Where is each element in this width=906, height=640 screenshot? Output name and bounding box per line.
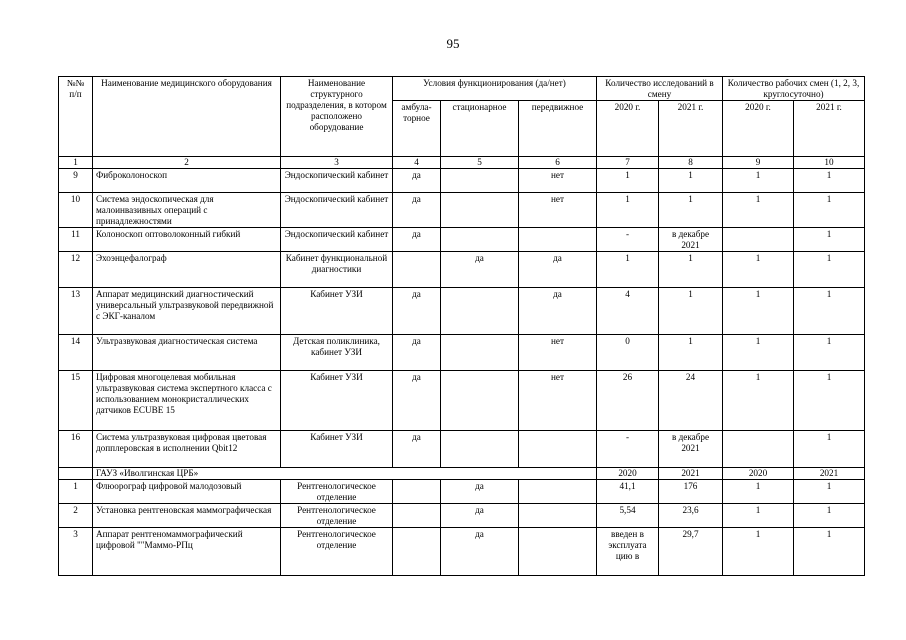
equipment-name: Эхоэнцефалограф <box>93 252 281 288</box>
studies-2021-cell: 1 <box>659 169 723 193</box>
header-inpatient: стационарное <box>441 101 519 157</box>
inpatient-cell <box>441 335 519 371</box>
shifts-2020-cell: 1 <box>723 169 794 193</box>
studies-2020-cell: 41,1 <box>597 480 659 504</box>
inpatient-cell <box>441 288 519 335</box>
studies-2020-cell: 1 <box>597 169 659 193</box>
shifts-2020-cell <box>723 431 794 468</box>
column-number: 2 <box>93 157 281 169</box>
mobile-cell: да <box>519 288 597 335</box>
mobile-cell <box>519 431 597 468</box>
shifts-2021-cell: 1 <box>794 335 865 371</box>
shifts-2020-cell: 1 <box>723 480 794 504</box>
table-row <box>59 193 865 228</box>
department: Кабинет функциональной диагностики <box>281 252 393 288</box>
studies-2021-cell: 1 <box>659 193 723 228</box>
column-number: 3 <box>281 157 393 169</box>
group-year: 2021 <box>659 468 723 480</box>
group-year: 2020 <box>597 468 659 480</box>
table-row <box>59 528 865 576</box>
header-conditions: Условия функционирования (да/нет) <box>393 77 597 101</box>
studies-2021-cell: 1 <box>659 335 723 371</box>
column-number: 6 <box>519 157 597 169</box>
header-shifts-2020: 2020 г. <box>723 101 794 157</box>
row-number: 3 <box>59 528 93 576</box>
inpatient-cell: да <box>441 504 519 528</box>
department: Детская поликлиника, кабинет УЗИ <box>281 335 393 371</box>
inpatient-cell: да <box>441 528 519 576</box>
row-number: 14 <box>59 335 93 371</box>
department: Рентгенологическое отделение <box>281 528 393 576</box>
ambulatory-cell: да <box>393 193 441 228</box>
equipment-name: Фиброколоноскоп <box>93 169 281 193</box>
shifts-2020-cell: 1 <box>723 193 794 228</box>
mobile-cell <box>519 528 597 576</box>
shifts-2021-cell: 1 <box>794 228 865 252</box>
column-number: 9 <box>723 157 794 169</box>
inpatient-cell <box>441 169 519 193</box>
shifts-2020-cell <box>723 228 794 252</box>
shifts-2020-cell: 1 <box>723 371 794 431</box>
mobile-cell: нет <box>519 371 597 431</box>
studies-2020-cell: - <box>597 228 659 252</box>
row-number: 1 <box>59 480 93 504</box>
header-studies-2021: 2021 г. <box>659 101 723 157</box>
mobile-cell: нет <box>519 169 597 193</box>
shifts-2021-cell: 1 <box>794 169 865 193</box>
table-row <box>59 431 865 468</box>
studies-2021-cell: 23,6 <box>659 504 723 528</box>
header-studies-2020: 2020 г. <box>597 101 659 157</box>
row-number: 12 <box>59 252 93 288</box>
ambulatory-cell: да <box>393 228 441 252</box>
ambulatory-cell <box>393 252 441 288</box>
group-name: ГАУЗ «Иволгинская ЦРБ» <box>93 468 597 480</box>
row-number: 9 <box>59 169 93 193</box>
department: Эндоскопический кабинет <box>281 169 393 193</box>
header-studies: Количество исследований в смену <box>597 77 723 101</box>
table-row <box>59 228 865 252</box>
header-shifts-2021: 2021 г. <box>794 101 865 157</box>
shifts-2021-cell: 1 <box>794 371 865 431</box>
header-name: Наименование медицинского оборудования <box>93 77 281 157</box>
table-row <box>59 335 865 371</box>
group-year: 2020 <box>723 468 794 480</box>
studies-2020-cell: 5,54 <box>597 504 659 528</box>
inpatient-cell <box>441 193 519 228</box>
department: Эндоскопический кабинет <box>281 193 393 228</box>
mobile-cell <box>519 480 597 504</box>
studies-2020-cell: 0 <box>597 335 659 371</box>
equipment-name: Установка рентгеновская маммографическая <box>93 504 281 528</box>
table-row <box>59 252 865 288</box>
column-number: 5 <box>441 157 519 169</box>
studies-2021-cell: 176 <box>659 480 723 504</box>
row-number: 11 <box>59 228 93 252</box>
equipment-name: Система эндоскопическая для малоинвазивных операций с принадлежностями <box>93 193 281 228</box>
header-row-1 <box>59 77 865 101</box>
equipment-name: Флюорограф цифровой малодозовый <box>93 480 281 504</box>
table-row <box>59 371 865 431</box>
group-row <box>59 468 865 480</box>
studies-2020-cell: 1 <box>597 252 659 288</box>
ambulatory-cell: да <box>393 371 441 431</box>
equipment-table <box>58 76 865 576</box>
table-row <box>59 480 865 504</box>
equipment-name: Аппарат рентгеномаммографический цифровой ""Маммо-РПц <box>93 528 281 576</box>
ambulatory-cell <box>393 504 441 528</box>
group-year: 2021 <box>794 468 865 480</box>
column-number-row <box>59 157 865 169</box>
column-number: 4 <box>393 157 441 169</box>
inpatient-cell <box>441 371 519 431</box>
studies-2020-cell: введен в эксплуата цию в <box>597 528 659 576</box>
department: Эндоскопический кабинет <box>281 228 393 252</box>
table-row <box>59 169 865 193</box>
shifts-2021-cell: 1 <box>794 431 865 468</box>
equipment-name: Ультразвуковая диагностическая система <box>93 335 281 371</box>
studies-2020-cell: - <box>597 431 659 468</box>
studies-2020-cell: 26 <box>597 371 659 431</box>
table-row <box>59 504 865 528</box>
header-mobile: передвижное <box>519 101 597 157</box>
mobile-cell <box>519 228 597 252</box>
inpatient-cell <box>441 228 519 252</box>
mobile-cell <box>519 504 597 528</box>
equipment-name: Система ультразвуковая цифровая цветовая допплеровская в исполнении Qbit12 <box>93 431 281 468</box>
row-number: 13 <box>59 288 93 335</box>
row-number: 2 <box>59 504 93 528</box>
row-number: 10 <box>59 193 93 228</box>
mobile-cell: да <box>519 252 597 288</box>
department: Рентгенологическое отделение <box>281 504 393 528</box>
shifts-2021-cell: 1 <box>794 252 865 288</box>
inpatient-cell <box>441 431 519 468</box>
table-row <box>59 288 865 335</box>
shifts-2021-cell: 1 <box>794 193 865 228</box>
shifts-2020-cell: 1 <box>723 335 794 371</box>
row-number: 16 <box>59 431 93 468</box>
ambulatory-cell: да <box>393 335 441 371</box>
studies-2020-cell: 1 <box>597 193 659 228</box>
inpatient-cell: да <box>441 480 519 504</box>
inpatient-cell: да <box>441 252 519 288</box>
shifts-2021-cell: 1 <box>794 288 865 335</box>
shifts-2021-cell: 1 <box>794 504 865 528</box>
column-number: 8 <box>659 157 723 169</box>
column-number: 1 <box>59 157 93 169</box>
shifts-2020-cell: 1 <box>723 288 794 335</box>
row-number: 15 <box>59 371 93 431</box>
studies-2021-cell: 29,7 <box>659 528 723 576</box>
shifts-2020-cell: 1 <box>723 252 794 288</box>
page-number: 95 <box>446 36 460 51</box>
ambulatory-cell: да <box>393 431 441 468</box>
header-shifts: Количество рабочих смен (1, 2, 3, круглосуточно) <box>723 77 865 101</box>
studies-2021-cell: 1 <box>659 288 723 335</box>
ambulatory-cell: да <box>393 288 441 335</box>
ambulatory-cell <box>393 528 441 576</box>
column-number: 10 <box>794 157 865 169</box>
column-number: 7 <box>597 157 659 169</box>
header-ambulatory: амбула-торное <box>393 101 441 157</box>
shifts-2020-cell: 1 <box>723 504 794 528</box>
studies-2021-cell: 24 <box>659 371 723 431</box>
studies-2021-cell: в декабре 2021 <box>659 228 723 252</box>
mobile-cell: нет <box>519 193 597 228</box>
shifts-2020-cell: 1 <box>723 528 794 576</box>
department: Кабинет УЗИ <box>281 288 393 335</box>
department: Рентгенологическое отделение <box>281 480 393 504</box>
equipment-name: Аппарат медицинский диагностический универсальный ультразвуковой передвижной с ЭКГ-каналом <box>93 288 281 335</box>
mobile-cell: нет <box>519 335 597 371</box>
equipment-name: Цифровая многоцелевая мобильная ультразвуковая система экспертного класса с использованием монокристаллических датчиков ECUBE 15 <box>93 371 281 431</box>
header-unit: Наименование структурного подразделения, в котором расположено оборудование <box>281 77 393 157</box>
ambulatory-cell: да <box>393 169 441 193</box>
studies-2021-cell: 1 <box>659 252 723 288</box>
department: Кабинет УЗИ <box>281 431 393 468</box>
equipment-name: Колоноскоп оптоволоконный гибкий <box>93 228 281 252</box>
department: Кабинет УЗИ <box>281 371 393 431</box>
studies-2020-cell: 4 <box>597 288 659 335</box>
shifts-2021-cell: 1 <box>794 528 865 576</box>
table-body-b <box>59 480 865 576</box>
ambulatory-cell <box>393 480 441 504</box>
studies-2021-cell: в декабре 2021 <box>659 431 723 468</box>
header-num: №№ п/п <box>59 77 93 157</box>
table-body-a <box>59 169 865 468</box>
shifts-2021-cell: 1 <box>794 480 865 504</box>
